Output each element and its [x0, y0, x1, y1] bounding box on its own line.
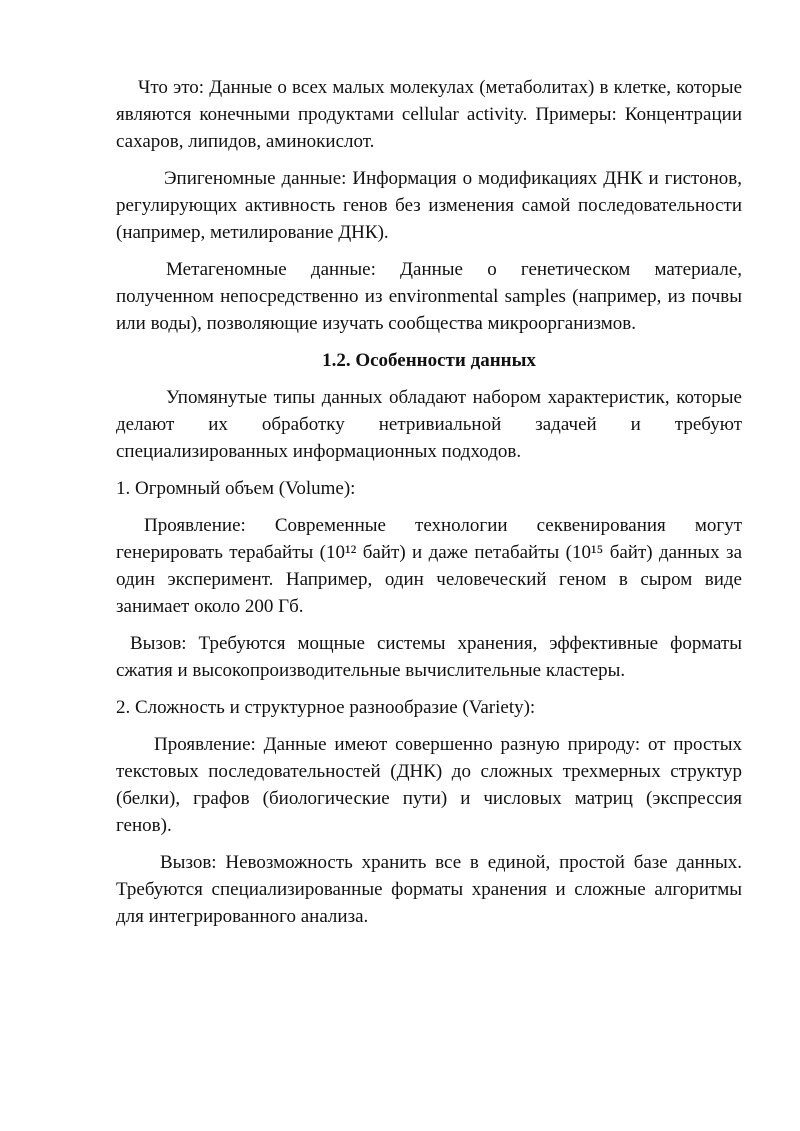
paragraph-metabolomics: Что это: Данные о всех малых молекулах (метаболитах) в клетке, которые являются конечными продуктами cellular activity. Примеры: Концентрации сахаров, липидов, аминокислот.	[116, 77, 742, 152]
document-page	[116, 74, 742, 940]
paragraph-epigenomics: Эпигеномные данные: Информация о модификациях ДНК и гистонов, регулирующих активность генов без изменения самой последовательности (например, метилирование ДНК).	[116, 168, 742, 243]
paragraph-metagenomics: Метагеномные данные: Данные о генетическом материале, полученном непосредственно из environmental samples (например, из почвы или воды), позволяющие изучать сообщества микроорганизмов.	[116, 259, 742, 334]
paragraph-intro: Упомянутые типы данных обладают набором характеристик, которые делают их обработку нетривиальной задачей и требуют специализированных информационных подходов.	[116, 387, 742, 462]
paragraph-variety-challenge: Вызов: Невозможность хранить все в единой, простой базе данных. Требуются специализированные форматы хранения и сложные алгоритмы для интегрированного анализа.	[116, 852, 742, 927]
paragraph-volume-manifestation: Проявление: Современные технологии секвенирования могут генерировать терабайты (10¹² байт) и даже петабайты (10¹⁵ байт) данных за один эксперимент. Например, один человеческий геном в сыром виде занимает около 200 Гб.	[116, 515, 742, 617]
list-item-volume: 1. Огромный объем (Volume):	[116, 478, 356, 499]
paragraph-variety-manifestation: Проявление: Данные имеют совершенно разную природу: от простых текстовых последовательностей (ДНК) до сложных трехмерных структур (белки), графов (биологические пути) и числовых матриц (экспрессия генов).	[116, 734, 742, 836]
section-heading: 1.2. Особенности данных	[322, 350, 536, 371]
paragraph-volume-challenge: Вызов: Требуются мощные системы хранения, эффективные форматы сжатия и высокопроизводительные вычислительные кластеры.	[116, 633, 742, 681]
list-item-variety: 2. Сложность и структурное разнообразие (Variety):	[116, 697, 536, 718]
